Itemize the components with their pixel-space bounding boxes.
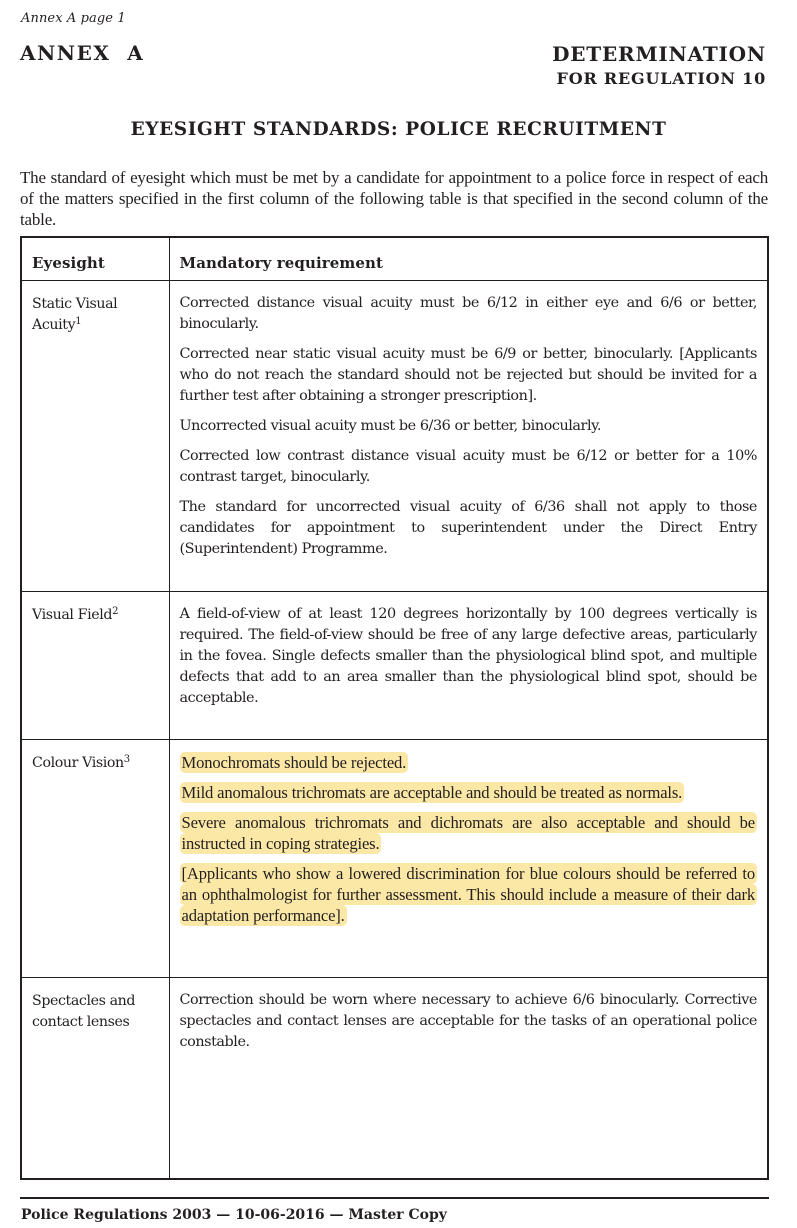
row-label-colour-vision [21, 739, 169, 977]
determination-heading [552, 41, 766, 91]
highlight-mark: [Applicants who show a lowered discrimination for blue colours should be referred to an ophthalmologist for further assessment. This should include a measure of their dark adaptation performance]. [181, 863, 755, 925]
table-row-visual-field [21, 591, 768, 739]
row-label-text: Colour Vision [32, 754, 124, 771]
table-row-static-visual-acuity [21, 280, 768, 591]
highlight-mark: Mild anomalous trichromats are acceptable and should be treated as normals. [181, 782, 683, 802]
eyesight-standards-table [20, 236, 769, 1180]
row-label-static-visual-acuity [21, 280, 169, 591]
requirements-cell [169, 280, 768, 591]
footnote-marker: 1 [75, 315, 82, 327]
requirements-cell [169, 591, 768, 739]
intro-paragraph: The standard of eyesight which must be met by a candidate for appointment to a police force in respect of each of the matters specified in the first column of the following table is that specified in the second column of the table. [20, 168, 768, 229]
highlight-mark: Monochromats should be rejected. [181, 752, 407, 772]
footer-divider [20, 1197, 769, 1199]
requirement-paragraph: Corrected distance visual acuity must be 6/12 in either eye and 6/6 or better, binocularly. [179, 294, 757, 332]
table-row-colour-vision [21, 739, 768, 977]
highlighted-requirement [180, 782, 758, 803]
row-label-text: Visual Field [32, 606, 113, 623]
determination-line1: DETERMINATION [552, 42, 766, 66]
requirement-paragraph: Corrected low contrast distance visual acuity must be 6/12 or better for a 10% contrast target, binocularly. [179, 447, 757, 485]
document-title: EYESIGHT STANDARDS: POLICE RECRUITMENT [130, 119, 667, 140]
row-label-visual-field [21, 591, 169, 739]
highlighted-requirement [180, 752, 758, 773]
requirement-paragraph: The standard for uncorrected visual acuity of 6/36 shall not apply to those candidates for appointment to superintendent under the Direct Entry (Superintendent) Programme. [179, 498, 757, 557]
footer-text: Police Regulations 2003 — 10-06-2016 — Master Copy [21, 1207, 447, 1223]
requirement-paragraph: Uncorrected visual acuity must be 6/36 or better, binocularly. [179, 417, 602, 434]
footnote-marker: 3 [123, 753, 130, 765]
requirements-cell [169, 977, 768, 1179]
row-label-text: Spectacles and contact lenses [32, 992, 136, 1030]
column-header-eyesight: Eyesight [21, 237, 169, 280]
footnote-marker: 2 [112, 605, 119, 617]
requirement-paragraph: Corrected near static visual acuity must be 6/9 or better, binocularly. [Applicants who do not reach the standard should not be rejected but should be invited for a further test after obtaining a stronger prescription]. [179, 345, 757, 404]
highlight-mark: Severe anomalous trichromats and dichromats are also acceptable and should be instructed in coping strategies. [181, 812, 755, 853]
requirements-cell [169, 739, 768, 977]
requirement-paragraph: Correction should be worn where necessary to achieve 6/6 binocularly. Corrective spectacles and contact lenses are acceptable for the tasks of an operational police constable. [179, 991, 757, 1050]
determination-line2: FOR REGULATION 10 [556, 69, 766, 88]
highlighted-requirement [180, 812, 758, 854]
annex-title: ANNEX A [20, 41, 145, 65]
column-header-mandatory-requirement: Mandatory requirement [169, 237, 768, 280]
highlighted-requirement [180, 863, 758, 926]
table-row-spectacles-contact-lenses [21, 977, 768, 1179]
row-label-spectacles-contact-lenses [21, 977, 169, 1179]
row-label-text: Static Visual Acuity [32, 295, 118, 333]
table-header-row [21, 237, 768, 280]
page-label: Annex A page 1 [21, 11, 126, 26]
requirement-paragraph: A field-of-view of at least 120 degrees horizontally by 100 degrees vertically is required. The field-of-view should be free of any large defective areas, particularly in the fovea. Single defects smaller than the physiological blind spot, and multiple defects that add to an area smaller than the physiological blind spot, should be acceptable. [179, 605, 757, 706]
